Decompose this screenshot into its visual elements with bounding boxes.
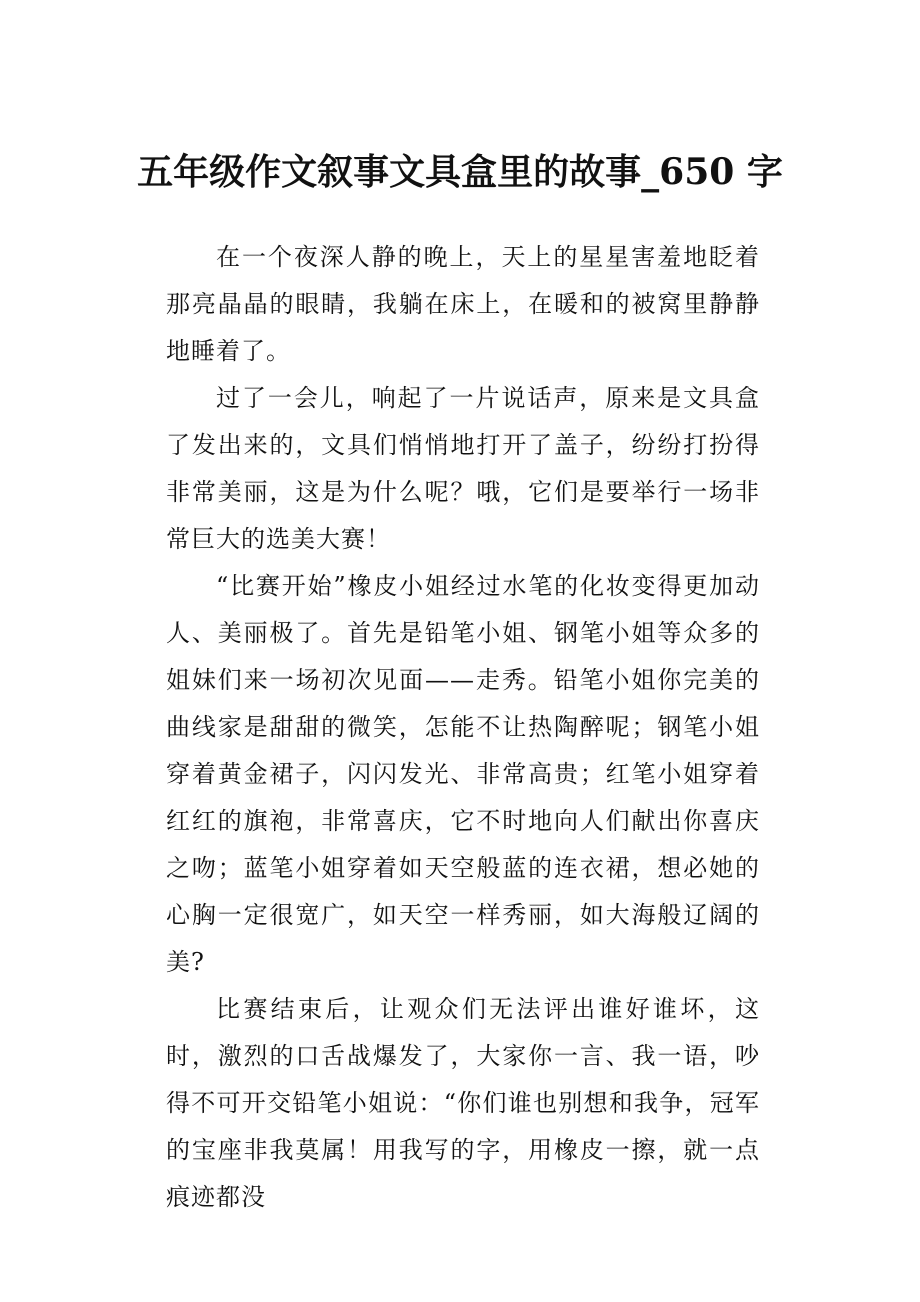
paragraph-2: 过了一会儿，响起了一片说话声，原来是文具盒了发出来的，文具们悄悄地打开了盖子，纷纷打扮得非常美丽，这是为什么呢？哦，它们是要举行一场非常巨大的选美大赛！: [166, 384, 760, 553]
paragraph-3: “比赛开始”橡皮小姐经过水笔的化妆变得更加动人、美丽极了。首先是铅笔小姐、钢笔小姐等众多的姐妹们来一场初次见面——走秀。铅笔小姐你完美的曲线家是甜甜的微笑，怎能不让热陶醉呢；钢笔小姐穿着黄金裙子，闪闪发光、非常高贵；红笔小姐穿着红红的旗袍，非常喜庆，它不时地向人们献出你喜庆之吻；蓝笔小姐穿着如天空般蓝的连衣裙，想必她的心胸一定很宽广，如天空一样秀丽，如大海般辽阔的美?: [166, 572, 760, 976]
document-body: [166, 234, 760, 1221]
paragraph-1: 在一个夜深人静的晚上，天上的星星害羞地眨着那亮晶晶的眼睛，我躺在床上，在暖和的被窝里静静地睡着了。: [166, 243, 760, 365]
document-title: 五年级作文叙事文具盒里的故事_650 字: [137, 151, 783, 194]
paragraph-4: 比赛结束后，让观众们无法评出谁好谁坏，这时，激烈的口舌战爆发了，大家你一言、我一语，吵得不可开交铅笔小姐说：“你们谁也别想和我争，冠军的宝座非我莫属！用我写的字，用橡皮一擦，就一点痕迹都没: [166, 995, 760, 1211]
